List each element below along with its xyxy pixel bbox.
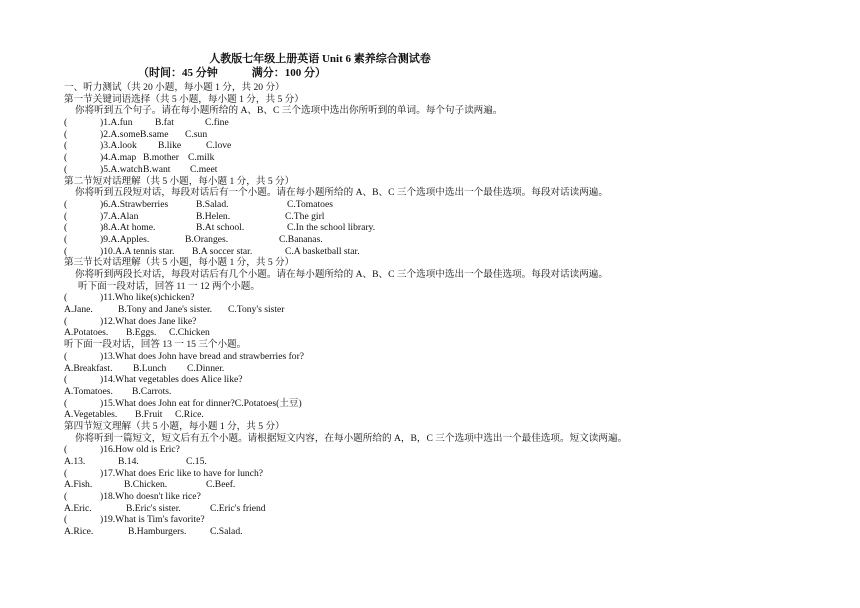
answer-blank[interactable]: ( (64, 222, 68, 234)
question-14: ( )14.What vegetables does Alice like? (64, 374, 243, 386)
question-5: ( )5.A.watchB.want C.meet (64, 163, 218, 175)
sec2-heading: 第二节短对话理解（共 5 小题，每小题 1 分，共 5 分） (64, 175, 295, 187)
sec4-instructions: 你将听到一篇短文，短文后有五个小题。请根据短文内容，在每小题所给的 A，B，C 三个选项中选出一个最佳选项。短文读两遍。 (75, 432, 628, 444)
answer-blank[interactable]: ( (64, 233, 68, 245)
sec1-instructions: 你将听到五个句子。请在每小题所给的 A、B、C 三个选项中选出你所听到的单词。每个句子读两遍。 (75, 105, 503, 117)
part1-heading: 一、听力测试（共 20 小题，每小题 1 分，共 20 分） (64, 82, 285, 93)
answer-blank[interactable]: ( (64, 444, 68, 456)
answer-blank[interactable]: ( (64, 163, 68, 175)
answer-blank[interactable]: ( (64, 152, 68, 164)
question-9: ( )9.A.Apples. B.Oranges. C.Bananas. (64, 233, 323, 245)
sec3-instructions: 你将听到两段长对话，每段对话后有几个小题。请在每小题所给的 A、B、C 三个选项中选出一个最佳选项。每段对话读两遍。 (75, 269, 608, 280)
question-18-options: A.Eric. B.Eric's sister. C.Eric's friend (64, 502, 266, 514)
sec1-heading: 第一节关键词语选择（共 5 小题，每小题 1 分，共 5 分） (64, 93, 304, 105)
question-2: ( )2.A.someB.same C.sun (64, 128, 208, 140)
answer-blank[interactable]: ( (64, 350, 68, 362)
question-19-options: A.Rice. B.Hamburgers. C.Salad. (64, 526, 243, 538)
question-11-options: A.Jane. B.Tony and Jane's sister. C.Tony's sister (64, 304, 285, 316)
question-16: ( )16.How old is Eric? (64, 444, 180, 456)
page-title: 人教版七年级上册英语 Unit 6 素养综合测试卷 (209, 53, 431, 65)
answer-blank[interactable]: ( (64, 491, 68, 503)
answer-blank[interactable]: ( (64, 128, 68, 140)
answer-blank[interactable]: ( (64, 467, 68, 479)
question-11: ( )11.Who like(s)chicken? (64, 292, 195, 304)
question-15: ( )15.What does John eat for dinner?C.Potatoes(土豆) (64, 397, 302, 409)
answer-blank[interactable]: ( (64, 292, 68, 304)
question-7: ( )7.A.Alan B.Helen. C.The girl (64, 210, 325, 222)
question-12-options: A.Potatoes. B.Eggs. C.Chicken (64, 327, 210, 339)
sec3-sub1: 听下面一段对话，回答 11 一 12 两个小题。 (78, 280, 260, 292)
question-14-options: A.Tomatoes. B.Carrots. (64, 385, 172, 397)
answer-blank[interactable]: ( (64, 514, 68, 526)
answer-blank[interactable]: ( (64, 140, 68, 152)
answer-blank[interactable]: ( (64, 198, 68, 210)
question-13-options: A.Breakfast. B.Lunch C.Dinner. (64, 362, 225, 374)
question-12: ( )12.What does Jane like? (64, 315, 197, 327)
question-6: ( )6.A.Strawberries B.Salad. C.Tomatoes (64, 198, 333, 210)
question-18: ( )18.Who doesn't like rice? (64, 491, 201, 503)
exam-body (64, 82, 844, 538)
answer-blank[interactable]: ( (64, 397, 68, 409)
question-17: ( )17.What does Eric like to have for lunch? (64, 467, 264, 479)
question-4: ( )4.A.map B.mother C.milk (64, 152, 215, 164)
question-19: ( )19.What is Tim's favorite? (64, 514, 205, 526)
answer-blank[interactable]: ( (64, 210, 68, 222)
sec3-sub2: 听下面一段对话，回答 13 一 15 三个小题。 (64, 339, 247, 351)
question-3: ( )3.A.look B.like C.love (64, 140, 232, 152)
question-16-options: A.13. B.14. C.15. (64, 456, 207, 467)
page-subtitle (0, 66, 464, 80)
question-8: ( )8.A.At home. B.At school. C.In the school library. (64, 222, 376, 234)
time-limit: （时间：45 分钟 (138, 67, 218, 79)
question-15-options: A.Vegetables. B.Fruit C.Rice. (64, 409, 204, 421)
answer-blank[interactable]: ( (64, 374, 68, 386)
sec3-heading: 第三节长对话理解（共 5 小题，每小题 1 分，共 5 分） (64, 257, 295, 269)
question-13: ( )13.What does John have bread and strawberries for? (64, 350, 305, 362)
question-1: ( )1.A.fun B.fat C.fine (64, 117, 229, 129)
full-score: 满分：100 分） (251, 67, 326, 79)
sec4-heading: 第四节短文理解（共 5 小题，每小题 1 分，共 5 分） (64, 420, 285, 432)
sec2-instructions: 你将听到五段短对话，每段对话后有一个小题。请在每小题所给的 A、B、C 三个选项中选出一个最佳选项。每段对话读两遍。 (75, 187, 608, 199)
question-10: ( )10.A.A tennis star. B.A soccer star. C.A basketball star. (64, 245, 360, 257)
answer-blank[interactable]: ( (64, 117, 68, 129)
answer-blank[interactable]: ( (64, 315, 68, 327)
question-17-options: A.Fish. B.Chicken. C.Beef. (64, 479, 236, 491)
answer-blank[interactable]: ( (64, 245, 68, 257)
